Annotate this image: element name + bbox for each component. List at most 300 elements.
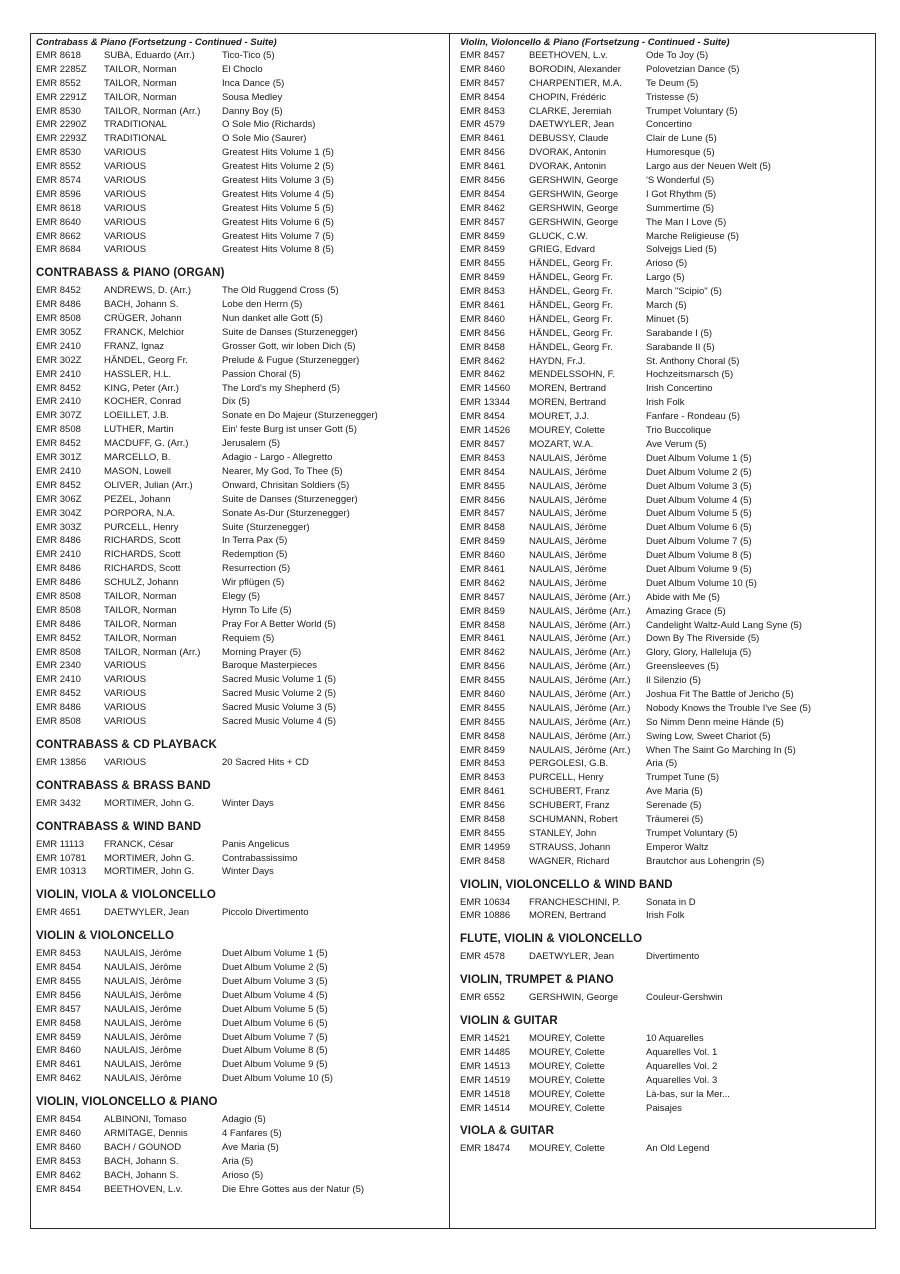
catalog-entry — [36, 701, 444, 715]
catalog-entry — [36, 340, 444, 354]
composer-name: BACH, Johann S. — [104, 1155, 179, 1167]
work-title: 10 Aquarelles — [646, 1033, 704, 1045]
composer-name: TAILOR, Norman — [104, 604, 177, 616]
work-title: Irish Folk — [646, 397, 685, 409]
catalog-entry — [36, 687, 444, 701]
catalog-entry — [36, 865, 444, 879]
column-divider — [449, 33, 450, 1229]
catalog-number: EMR 8596 — [36, 188, 81, 200]
catalog-entry — [36, 479, 444, 493]
composer-name: SUBA, Eduardo (Arr.) — [104, 50, 195, 61]
work-title: When The Saint Go Marching In (5) — [646, 744, 796, 756]
work-title: 20 Sacred Hits + CD — [222, 756, 309, 768]
composer-name: FRANCHESCHINI, P. — [529, 896, 621, 908]
composer-name: DAETWYLER, Jean — [529, 951, 614, 963]
catalog-entry — [36, 1113, 444, 1127]
composer-name: VARIOUS — [104, 161, 147, 173]
composer-name: MOUREY, Colette — [529, 1143, 605, 1155]
composer-name: NAULAIS, Jérôme — [529, 466, 607, 478]
catalog-number: EMR 2410 — [36, 674, 81, 686]
catalog-number: EMR 8457 — [460, 508, 505, 520]
catalog-number: EMR 8455 — [460, 480, 505, 492]
composer-name: VARIOUS — [104, 756, 147, 768]
catalog-entry — [36, 521, 444, 535]
catalog-entry — [36, 451, 444, 465]
work-title: Ein' feste Burg ist unser Gott (5) — [222, 424, 357, 436]
catalog-entry — [460, 216, 872, 230]
catalog-entry — [36, 632, 444, 646]
work-title: Duet Album Volume 1 (5) — [646, 452, 752, 464]
catalog-number: EMR 8452 — [36, 479, 81, 491]
catalog-number: EMR 8457 — [460, 50, 505, 61]
catalog-number: EMR 301Z — [36, 452, 82, 464]
work-title: Sonate As-Dur (Sturzenegger) — [222, 507, 350, 519]
catalog-section — [36, 266, 444, 729]
catalog-number: EMR 8455 — [460, 716, 505, 728]
catalog-number: EMR 8455 — [460, 702, 505, 714]
catalog-entry — [36, 604, 444, 618]
catalog-entry — [36, 646, 444, 660]
work-title: Summertime (5) — [646, 202, 715, 214]
catalog-entry — [36, 618, 444, 632]
catalog-number: EMR 8454 — [460, 91, 505, 103]
catalog-entry — [36, 852, 444, 866]
composer-name: NAULAIS, Jérôme — [529, 550, 607, 562]
catalog-entry — [460, 299, 872, 313]
work-title: Contrabassissimo — [222, 852, 298, 864]
work-title: El Choclo — [222, 63, 263, 75]
catalog-entry — [36, 1058, 444, 1072]
catalog-entry — [36, 1141, 444, 1155]
catalog-entry — [36, 989, 444, 1003]
catalog-number: EMR 8461 — [460, 133, 505, 145]
catalog-number: EMR 2410 — [36, 549, 81, 561]
catalog-entry — [36, 1031, 444, 1045]
catalog-number: EMR 8457 — [460, 438, 505, 450]
catalog-entry — [36, 562, 444, 576]
composer-name: NAULAIS, Jérôme (Arr.) — [529, 647, 631, 659]
catalog-number: EMR 8456 — [460, 800, 505, 812]
composer-name: TAILOR, Norman — [104, 618, 177, 630]
catalog-entry — [36, 91, 444, 105]
catalog-number: EMR 8455 — [460, 827, 505, 839]
catalog-number: EMR 8461 — [460, 633, 505, 645]
work-title: Ode To Joy (5) — [646, 50, 709, 61]
catalog-number: EMR 8486 — [36, 563, 81, 575]
catalog-entry — [36, 284, 444, 298]
catalog-number: EMR 18474 — [460, 1143, 511, 1155]
catalog-entry — [460, 813, 872, 827]
continued-list — [36, 49, 444, 257]
catalog-entry — [36, 118, 444, 132]
catalog-entry — [460, 619, 872, 633]
catalog-section — [36, 738, 444, 770]
catalog-entry — [36, 146, 444, 160]
catalog-entry — [36, 1183, 444, 1197]
work-title: Adagio (5) — [222, 1114, 266, 1126]
catalog-number: EMR 10781 — [36, 852, 87, 864]
work-title: Candelight Waltz-Auld Lang Syne (5) — [646, 619, 802, 631]
work-title: Nun danket alle Gott (5) — [222, 313, 323, 325]
composer-name: NAULAIS, Jérôme — [104, 1059, 182, 1071]
catalog-entry — [460, 799, 872, 813]
work-title: March (5) — [646, 300, 687, 312]
work-title: Suite (Sturzenegger) — [222, 521, 310, 533]
composer-name: MOREN, Bertrand — [529, 397, 607, 409]
work-title: Greatest Hits Volume 1 (5) — [222, 147, 334, 159]
composer-name: DVORAK, Antonin — [529, 161, 607, 173]
catalog-entry — [36, 590, 444, 604]
composer-name: MOUREY, Colette — [529, 1074, 605, 1086]
catalog-entry — [460, 702, 872, 716]
catalog-entry — [460, 132, 872, 146]
work-title: Piccolo Divertimento — [222, 907, 309, 919]
composer-name: VARIOUS — [104, 202, 147, 214]
catalog-number: EMR 8508 — [36, 715, 81, 727]
composer-name: SCHUMANN, Robert — [529, 813, 618, 825]
catalog-number: EMR 8462 — [36, 1169, 81, 1181]
catalog-number: EMR 8459 — [460, 230, 505, 242]
work-title: Duet Album Volume 6 (5) — [222, 1017, 328, 1029]
work-title: Inca Dance (5) — [222, 77, 285, 89]
composer-name: NAULAIS, Jérôme — [104, 948, 182, 960]
catalog-entry — [36, 838, 444, 852]
catalog-number: EMR 8461 — [460, 563, 505, 575]
catalog-number: EMR 11113 — [36, 838, 85, 850]
catalog-entry — [36, 326, 444, 340]
catalog-entry — [36, 105, 444, 119]
continued-heading: Violin, Violoncello & Piano (Fortsetzung - Continued - Suite) — [460, 37, 730, 48]
catalog-entry — [36, 49, 444, 63]
catalog-entry — [460, 549, 872, 563]
catalog-entry — [36, 756, 444, 770]
composer-name: LOEILLET, J.B. — [104, 410, 169, 422]
catalog-number: EMR 8454 — [460, 411, 505, 423]
catalog-number: EMR 14519 — [460, 1074, 511, 1086]
catalog-entry — [460, 855, 872, 869]
catalog-entry — [36, 77, 444, 91]
work-title: Duet Album Volume 3 (5) — [646, 480, 752, 492]
catalog-entry — [460, 1060, 872, 1074]
catalog-entry — [460, 327, 872, 341]
catalog-number: EMR 8452 — [36, 285, 81, 297]
catalog-number: EMR 2290Z — [36, 119, 87, 131]
catalog-entry — [460, 896, 872, 910]
catalog-number: EMR 14485 — [460, 1047, 511, 1058]
work-title: Winter Days — [222, 797, 274, 809]
composer-name: ARMITAGE, Dennis — [104, 1128, 188, 1139]
catalog-entry — [460, 243, 872, 257]
work-title: Greensleeves (5) — [646, 661, 719, 673]
composer-name: NAULAIS, Jérôme — [529, 494, 607, 506]
composer-name: GERSHWIN, George — [529, 216, 619, 228]
catalog-number: EMR 8456 — [460, 494, 505, 506]
composer-name: SCHUBERT, Franz — [529, 786, 610, 798]
work-title: Duet Album Volume 10 (5) — [646, 577, 757, 589]
catalog-entry — [460, 771, 872, 785]
work-title: Duet Album Volume 3 (5) — [222, 975, 328, 987]
work-title: Passion Choral (5) — [222, 368, 301, 380]
work-title: Largo (5) — [646, 272, 685, 284]
catalog-entry — [460, 118, 872, 132]
composer-name: HÄNDEL, Georg Fr. — [529, 258, 613, 270]
catalog-number: EMR 6552 — [460, 992, 505, 1004]
catalog-entry — [460, 77, 872, 91]
composer-name: VARIOUS — [104, 244, 147, 256]
section-heading: VIOLIN & GUITAR — [460, 1015, 558, 1028]
composer-name: HÄNDEL, Georg Fr. — [529, 272, 613, 284]
composer-name: LUTHER, Martin — [104, 424, 174, 436]
catalog-number: EMR 8486 — [36, 618, 81, 630]
catalog-entry — [36, 132, 444, 146]
catalog-entry — [460, 1032, 872, 1046]
composer-name: GERSHWIN, George — [529, 188, 619, 200]
catalog-number: EMR 8462 — [460, 355, 505, 367]
catalog-number: EMR 2285Z — [36, 63, 87, 75]
left-column — [36, 37, 444, 1196]
catalog-number: EMR 8461 — [460, 161, 505, 173]
catalog-entry — [460, 1074, 872, 1088]
catalog-entry — [460, 368, 872, 382]
catalog-entry — [36, 243, 444, 257]
composer-name: GERSHWIN, George — [529, 992, 619, 1004]
composer-name: VARIOUS — [104, 702, 147, 714]
composer-name: KING, Peter (Arr.) — [104, 382, 179, 394]
work-title: Arioso (5) — [222, 1169, 264, 1181]
catalog-entry — [460, 632, 872, 646]
work-title: Duet Album Volume 9 (5) — [646, 563, 752, 575]
catalog-entry — [460, 730, 872, 744]
work-title: Irish Concertino — [646, 383, 713, 395]
composer-name: PORPORA, N.A. — [104, 507, 176, 519]
work-title: Grosser Gott, wir loben Dich (5) — [222, 340, 356, 352]
catalog-number: EMR 8453 — [36, 948, 81, 960]
catalog-number: EMR 8461 — [36, 1059, 81, 1071]
work-title: Adagio - Largo - Allegretto — [222, 452, 333, 464]
catalog-entry — [460, 950, 872, 964]
composer-name: VARIOUS — [104, 230, 147, 242]
composer-name: TRADITIONAL — [104, 133, 167, 145]
work-title: Il Silenzio (5) — [646, 675, 701, 687]
composer-name: MOUREY, Colette — [529, 425, 605, 437]
catalog-number: EMR 8552 — [36, 161, 81, 173]
composer-name: OLIVER, Julian (Arr.) — [104, 479, 193, 491]
catalog-number: EMR 8486 — [36, 535, 81, 547]
catalog-number: EMR 14959 — [460, 841, 511, 853]
catalog-number: EMR 304Z — [36, 507, 82, 519]
catalog-entry — [36, 395, 444, 409]
catalog-entry — [460, 827, 872, 841]
work-title: Aria (5) — [646, 758, 678, 770]
catalog-number: EMR 8462 — [460, 577, 505, 589]
catalog-section — [460, 1124, 872, 1156]
catalog-entry — [36, 174, 444, 188]
catalog-entry — [36, 465, 444, 479]
work-title: O Sole Mio (Richards) — [222, 119, 316, 131]
composer-name: TAILOR, Norman (Arr.) — [104, 646, 201, 658]
work-title: Duet Album Volume 8 (5) — [222, 1045, 328, 1057]
composer-name: NAULAIS, Jérôme — [529, 522, 607, 534]
work-title: Die Ehre Gottes aus der Natur (5) — [222, 1183, 365, 1195]
work-title: Sousa Medley — [222, 91, 283, 103]
composer-name: PURCELL, Henry — [104, 521, 179, 533]
catalog-section — [36, 888, 444, 920]
work-title: Wir pflügen (5) — [222, 577, 285, 589]
catalog-number: EMR 8640 — [36, 216, 81, 228]
catalog-entry — [460, 105, 872, 119]
work-title: Greatest Hits Volume 5 (5) — [222, 202, 334, 214]
catalog-entry — [460, 49, 872, 63]
work-title: Ave Maria (5) — [646, 786, 703, 798]
catalog-number: EMR 8457 — [460, 591, 505, 603]
catalog-entry — [460, 285, 872, 299]
catalog-number: EMR 8458 — [460, 522, 505, 534]
catalog-number: EMR 14560 — [460, 383, 511, 395]
work-title: Aquarelles Vol. 2 — [646, 1060, 718, 1072]
catalog-number: EMR 2291Z — [36, 91, 87, 103]
catalog-entry — [460, 757, 872, 771]
work-title: Paisajes — [646, 1102, 682, 1114]
catalog-number: EMR 8457 — [36, 1003, 81, 1015]
work-title: Tristesse (5) — [646, 91, 699, 103]
section-list — [460, 878, 872, 1157]
catalog-entry — [36, 1155, 444, 1169]
composer-name: NAULAIS, Jérôme (Arr.) — [529, 702, 631, 714]
catalog-number: EMR 8456 — [36, 989, 81, 1001]
catalog-entry — [36, 382, 444, 396]
work-title: Panis Angelicus — [222, 838, 290, 850]
work-title: Greatest Hits Volume 8 (5) — [222, 244, 334, 256]
composer-name: VARIOUS — [104, 674, 147, 686]
catalog-number: EMR 8453 — [460, 286, 505, 298]
composer-name: MOZART, W.A. — [529, 438, 594, 450]
catalog-entry — [460, 188, 872, 202]
catalog-number: EMR 8462 — [460, 202, 505, 214]
catalog-number: EMR 8508 — [36, 646, 81, 658]
catalog-entry — [36, 507, 444, 521]
composer-name: TAILOR, Norman — [104, 590, 177, 602]
catalog-number: EMR 8618 — [36, 50, 81, 61]
work-title: Duet Album Volume 7 (5) — [646, 536, 752, 548]
catalog-number: EMR 8460 — [36, 1141, 81, 1153]
work-title: Trio Buccolique — [646, 425, 712, 437]
composer-name: VARIOUS — [104, 188, 147, 200]
catalog-entry — [36, 423, 444, 437]
composer-name: HÄNDEL, Georg Fr. — [529, 313, 613, 325]
catalog-number: EMR 8453 — [460, 105, 505, 117]
catalog-entry — [36, 548, 444, 562]
catalog-number: EMR 8456 — [460, 175, 505, 187]
catalog-number: EMR 3432 — [36, 797, 81, 809]
work-title: Duet Album Volume 5 (5) — [222, 1003, 328, 1015]
catalog-number: EMR 8552 — [36, 77, 81, 89]
work-title: Duet Album Volume 7 (5) — [222, 1031, 328, 1043]
catalog-entry — [460, 744, 872, 758]
catalog-entry — [460, 674, 872, 688]
catalog-number: EMR 8462 — [460, 647, 505, 659]
catalog-entry — [460, 577, 872, 591]
catalog-entry — [460, 160, 872, 174]
composer-name: MACDUFF, G. (Arr.) — [104, 438, 189, 450]
catalog-number: EMR 2410 — [36, 396, 81, 408]
composer-name: ALBINONI, Tomaso — [104, 1114, 187, 1126]
catalog-entry — [36, 63, 444, 77]
composer-name: NAULAIS, Jérôme — [104, 1003, 182, 1015]
composer-name: STANLEY, John — [529, 827, 597, 839]
composer-name: MENDELSSOHN, F. — [529, 369, 616, 381]
catalog-entry — [36, 975, 444, 989]
section-heading: VIOLIN, VIOLA & VIOLONCELLO — [36, 889, 216, 902]
work-title: Duet Album Volume 2 (5) — [222, 962, 328, 974]
catalog-entry — [36, 298, 444, 312]
composer-name: RICHARDS, Scott — [104, 563, 181, 575]
work-title: Sarabande II (5) — [646, 341, 715, 353]
work-title: An Old Legend — [646, 1143, 710, 1155]
composer-name: NAULAIS, Jérôme (Arr.) — [529, 688, 631, 700]
work-title: Serenade (5) — [646, 800, 702, 812]
work-title: Greatest Hits Volume 2 (5) — [222, 161, 334, 173]
catalog-number: EMR 8457 — [460, 216, 505, 228]
catalog-entry — [36, 576, 444, 590]
catalog-number: EMR 8454 — [460, 188, 505, 200]
catalog-number: EMR 10634 — [460, 896, 511, 908]
composer-name: BACH, Johann S. — [104, 299, 179, 311]
work-title: Greatest Hits Volume 3 (5) — [222, 175, 334, 187]
catalog-entry — [460, 355, 872, 369]
work-title: Nobody Knows the Trouble I've See (5) — [646, 702, 811, 714]
work-title: Hochzeitsmarsch (5) — [646, 369, 734, 381]
catalog-entry — [36, 1169, 444, 1183]
composer-name: MOUREY, Colette — [529, 1033, 605, 1045]
catalog-entry — [460, 1142, 872, 1156]
catalog-number: EMR 13856 — [36, 756, 87, 768]
catalog-number: EMR 8459 — [36, 1031, 81, 1043]
catalog-entry — [36, 160, 444, 174]
catalog-number: EMR 10886 — [460, 910, 511, 922]
catalog-number: EMR 8452 — [36, 688, 81, 700]
composer-name: NAULAIS, Jérôme — [104, 1031, 182, 1043]
composer-name: CHARPENTIER, M.A. — [529, 77, 622, 89]
work-title: Aquarelles Vol. 1 — [646, 1047, 718, 1058]
composer-name: MORTIMER, John G. — [104, 852, 195, 864]
work-title: In Terra Pax (5) — [222, 535, 288, 547]
catalog-entry — [36, 493, 444, 507]
catalog-number: EMR 8459 — [460, 744, 505, 756]
work-title: Fanfare - Rondeau (5) — [646, 411, 740, 423]
catalog-section — [460, 932, 872, 964]
catalog-entry — [36, 1072, 444, 1086]
composer-name: PEZEL, Johann — [104, 493, 171, 505]
composer-name: VARIOUS — [104, 715, 147, 727]
catalog-number: EMR 8530 — [36, 147, 81, 159]
composer-name: NAULAIS, Jérôme — [529, 536, 607, 548]
composer-name: DEBUSSY, Claude — [529, 133, 609, 145]
composer-name: VARIOUS — [104, 216, 147, 228]
work-title: Jerusalem (5) — [222, 438, 281, 450]
catalog-entry — [36, 961, 444, 975]
catalog-number: EMR 8454 — [36, 1114, 81, 1126]
work-title: The Old Ruggend Cross (5) — [222, 285, 339, 297]
composer-name: VARIOUS — [104, 175, 147, 187]
composer-name: HAYDN, Fr.J. — [529, 355, 586, 367]
work-title: Greatest Hits Volume 6 (5) — [222, 216, 334, 228]
work-title: Clair de Lune (5) — [646, 133, 717, 145]
composer-name: FRANCK, César — [104, 838, 174, 850]
catalog-entry — [460, 1102, 872, 1116]
work-title: Suite de Danses (Sturzenegger) — [222, 493, 358, 505]
catalog-entry — [460, 785, 872, 799]
catalog-entry — [460, 313, 872, 327]
